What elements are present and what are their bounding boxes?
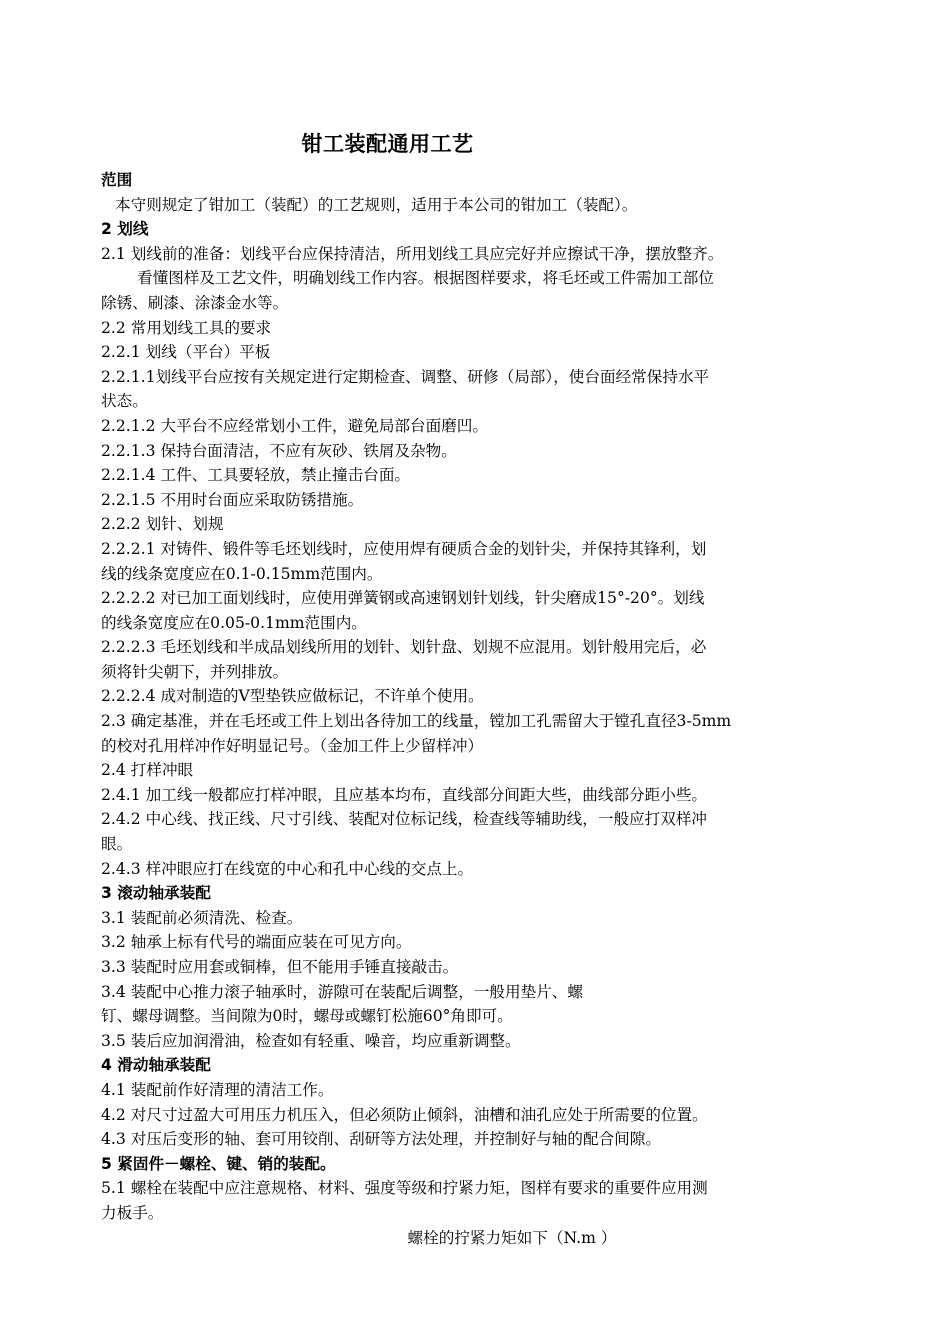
text-line: 力板手。 [101,1203,164,1222]
section-heading: 4 滑动轴承装配 [101,1056,211,1075]
text-line: 除锈、刷漆、涂漆金水等。 [101,293,289,312]
section-heading: 3 滚动轴承装配 [101,884,211,903]
text-line: 3.4 装配中心推力滚子轴承时，游隙可在装配后调整，一般用垫片、螺 [101,982,583,1001]
section-heading: 5 紧固件－螺栓、键、销的装配。 [101,1154,336,1173]
text-line: 2.2.1.5 不用时台面应采取防锈措施。 [101,490,364,509]
text-line: 2.2.2.1 对铸件、锻件等毛坯划线时，应使用焊有硬质合金的划针尖，并保持其锋利，划 [101,539,707,558]
text-line: 3.3 装配时应用套或铜棒，但不能用手锤直接敲击。 [101,958,459,976]
text-line: 3.5 装后应加润滑油，检查如有轻重、噪音，均应重新调整。 [101,1031,521,1050]
text-line: 2.2.1.3 保持台面清洁，不应有灰砂、铁屑及杂物。 [101,441,457,460]
text-line: 2.2.2.3 毛坯划线和半成品划线所用的划针、划针盘、划规不应混用。划针般用完后，必 [101,638,707,657]
text-line: 的线条宽度应在0.05-0.1mm范围内。 [101,613,367,632]
text-line: 眼。 [101,835,133,854]
text-line: 状态。 [101,392,148,411]
text-line: 本守则规定了钳加工（装配）的工艺规则，适用于本公司的钳加工（装配）。 [115,195,638,214]
text-line: 钉、螺母调整。当间隙为0时，螺母或螺钉松施60°角即可。 [101,1007,513,1026]
text-line: 3.2 轴承上标有代号的端面应装在可见方向。 [101,933,412,952]
section-heading: 2 划线 [101,220,149,239]
text-line: 2.2.1.1划线平台应按有关规定进行定期检查、调整、研修（局部），使台面经常保持水平 [101,367,710,386]
text-line: 2.4.1 加工线一般都应打样冲眼，且应基本均布，直线部分间距大些，曲线部分距小些。 [101,785,708,804]
text-line: 2.4 打样冲眼 [101,761,194,780]
text-line: 的校对孔用样冲作好明显记号。（金加工件上少留样冲） [101,736,484,755]
text-line: 5.1 螺栓在装配中应注意规格、材料、强度等级和拧紧力矩，图样有要求的重要件应用测 [101,1179,708,1198]
text-line: 4.1 装配前作好清理的清洁工作。 [101,1080,334,1099]
text-line: 4.2 对尺寸过盈大可用压力机压入，但必须防止倾斜，油槽和油孔应处于所需要的位置。 [101,1105,708,1124]
text-line: 2.2.2.2 对已加工面划线时，应使用弹簧钢或高速钢划针划线，针尖磨成15°-20°。划线 [101,589,705,608]
text-line: 2.2.2 划针、划规 [101,515,224,534]
document-body [101,168,863,1250]
text-line: 线的线条宽度应在0.1-0.15mm范围内。 [101,564,383,583]
document-title: 钳工装配通用工艺 [301,132,474,156]
text-line: 2.4.2 中心线、找正线、尺寸引线、装配对位标记线，检查线等辅助线，一般应打双样冲 [101,810,708,829]
text-line: 2.4.3 样冲眼应打在线宽的中心和孔中心线的交点上。 [101,859,474,878]
text-line: 2.2.2.4 成对制造的V型垫铁应做标记，不许单个使用。 [101,687,484,706]
text-line: 须将针尖朝下，并列排放。 [101,662,289,681]
text-line: 2.2.1.2 大平台不应经常划小工件，避免局部台面磨凹。 [101,416,488,435]
text-line: 2.2.1.4 工件、工具要轻放，禁止撞击台面。 [101,466,411,485]
text-line: 2.2 常用划线工具的要求 [101,318,272,337]
text-line: 2.2.1 划线（平台）平板 [101,343,271,362]
section-heading: 范围 [101,171,133,189]
text-line: 2.3 确定基准，并在毛坯或工件上划出各待加工的线量，镗加工孔需留大于镗孔直径3-5mm [101,712,732,731]
text-line: 看懂图样及工艺文件，明确划线工作内容。根据图样要求，将毛坯或工件需加工部位 [137,269,714,288]
text-line: 4.3 对压后变形的轴、套可用铰削、刮研等方法处理，并控制好与轴的配合间隙。 [101,1130,661,1149]
text-line: 2.1 划线前的准备：划线平台应保持清洁，所用划线工具应完好并应擦试干净，摆放整齐。 [101,244,724,263]
text-line: 3.1 装配前必须清洗、检查。 [101,908,303,927]
text-line: 螺栓的拧紧力矩如下（N.m ） [407,1228,617,1247]
